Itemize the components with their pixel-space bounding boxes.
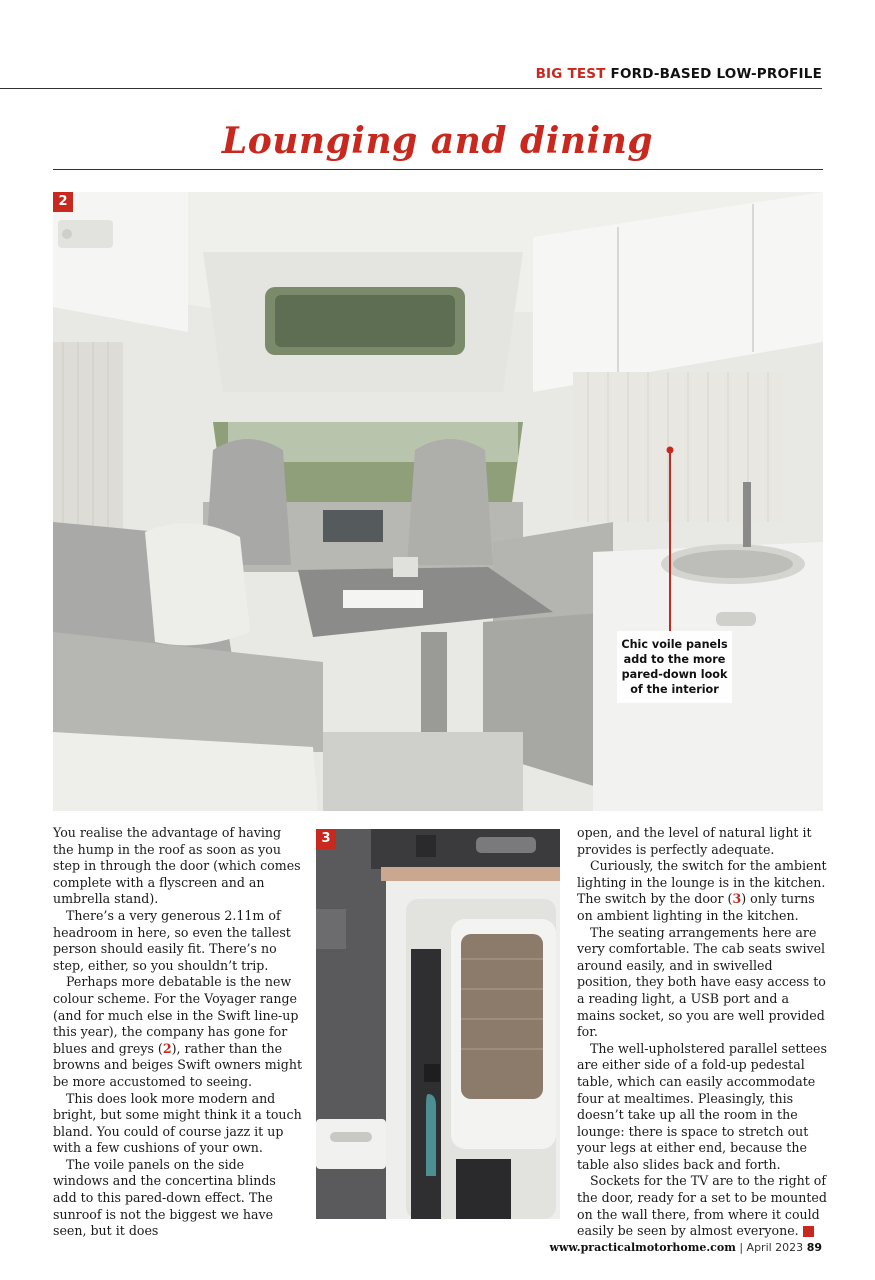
paragraph: The seating arrangements here are very comfortable. The cab seats swivel around easily, and in swivelled position, they both have easy access to a reading light, a USB port and a mains socket, so you are well provided for. xyxy=(577,924,826,1040)
photo-lounge xyxy=(53,192,823,811)
footer-date: April 2023 xyxy=(746,1241,804,1254)
footer-url: www.practicalmotorhome.com xyxy=(549,1241,736,1254)
paragraph: open, and the level of natural light it provides is perfectly adequate. xyxy=(577,825,812,857)
end-of-article-icon: ➜ xyxy=(803,1226,814,1237)
running-header xyxy=(536,66,822,82)
text-column-3 xyxy=(577,825,827,1240)
footer-separator: | xyxy=(739,1241,747,1254)
paragraph: Curiously, the switch for the ambient lighting in the lounge is in the kitchen. The switch by the door (3) only turns on ambient lighting in the kitchen. xyxy=(577,858,827,923)
paragraph: Perhaps more debatable is the new colour scheme. For the Voyager range (and for much else in the Swift line-up this year), the company has gone for blues and greys (2), rather than the browns and beiges Swift owners might be more accustomed to seeing. xyxy=(53,974,303,1089)
header-topic: FORD-BASED LOW-PROFILE xyxy=(610,66,822,82)
paragraph: The voile panels on the side windows and the concertina blinds add to this pared-down effect. The sunroof is not the biggest we have seen, but it does xyxy=(53,1156,276,1239)
lounge-illustration xyxy=(53,192,823,811)
photo-caption: Chic voile panels add to the more pared-down look of the interior xyxy=(617,631,732,703)
paragraph: The well-upholstered parallel settees are either side of a fold-up pedestal table, which can easily accommodate four at mealtimes. Pleasingly, this doesn’t take up all the room in the lounge: there is space to stretch out your legs at either end, because the table also slides back and forth. xyxy=(577,1040,827,1172)
page-footer xyxy=(549,1241,822,1254)
photo-reference: 2 xyxy=(162,1040,172,1056)
text-column-1 xyxy=(53,825,303,1240)
door-illustration xyxy=(316,829,560,1219)
paragraph: This does look more modern and bright, but some might think it a touch bland. You could of course jazz it up with a few cushions of your own. xyxy=(53,1090,302,1156)
photo-number-badge: 2 xyxy=(53,192,73,212)
paragraph: Sockets for the TV are to the right of the door, ready for a set to be mounted on the wall there, from where it could easily be seen by almost everyone. ➜ xyxy=(577,1173,827,1239)
photo-reference: 3 xyxy=(732,891,742,907)
header-rule xyxy=(0,88,822,89)
photo-number-badge: 3 xyxy=(316,829,336,849)
photo-door xyxy=(316,829,560,1219)
header-kicker: BIG TEST xyxy=(535,66,606,82)
paragraph: There’s a very generous 2.11m of headroom in here, so even the tallest person should easily fit. There’s no step, either, so you shouldn’t trip. xyxy=(53,907,291,973)
page-number: 89 xyxy=(806,1241,822,1254)
paragraph: You realise the advantage of having the hump in the roof as soon as you step in through the door (which comes complete with a flyscreen and an umbrella stand). xyxy=(53,825,301,907)
section-title: Lounging and dining xyxy=(221,120,654,162)
title-rule xyxy=(53,169,823,170)
